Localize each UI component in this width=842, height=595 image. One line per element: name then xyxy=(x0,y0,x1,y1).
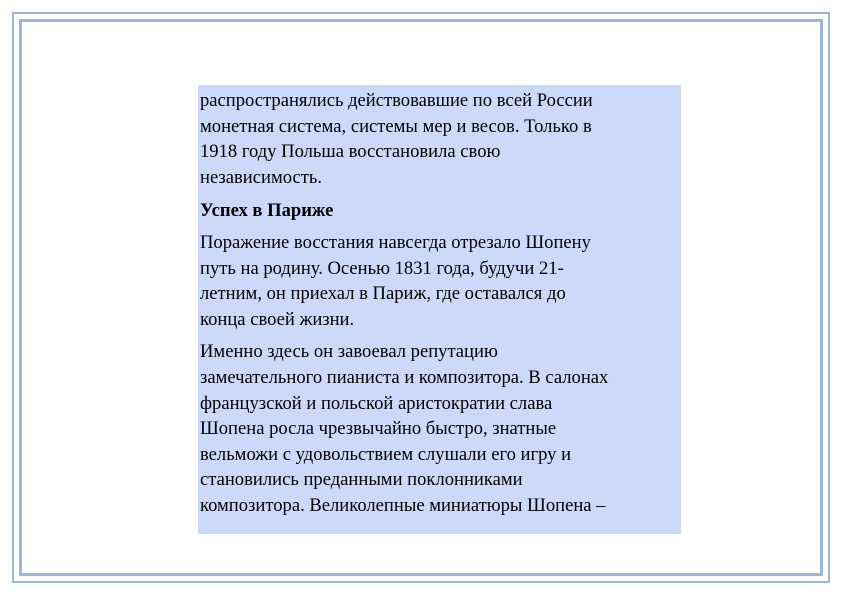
frame-corner-decoration xyxy=(822,12,830,20)
paragraph-intro: распространялись действовавшие по всей России монетная система, системы мер и весов. Только в 1918 году Польша восстановила свою независимость. xyxy=(200,90,593,188)
paragraph-defeat: Поражение восстания навсегда отрезало Шопену путь на родину. Осенью 1831 года, будучи 21- летним, он приехал в Париж, где оставался до конца своей жизни. xyxy=(200,231,591,330)
section-heading: Успех в Париже xyxy=(200,200,334,222)
highlighted-text-block[interactable] xyxy=(198,85,681,534)
paragraph-reputation: Именно здесь он завоевал репутацию замечательного пианиста и композитора. В салонах французской и польской аристократии слава Шопена росла чрезвычайно быстро, знатные вельможи с удовольствием слушали его игру и становились преданными поклонниками композитора. Великолепные миниатюры Шопена – xyxy=(200,341,609,516)
